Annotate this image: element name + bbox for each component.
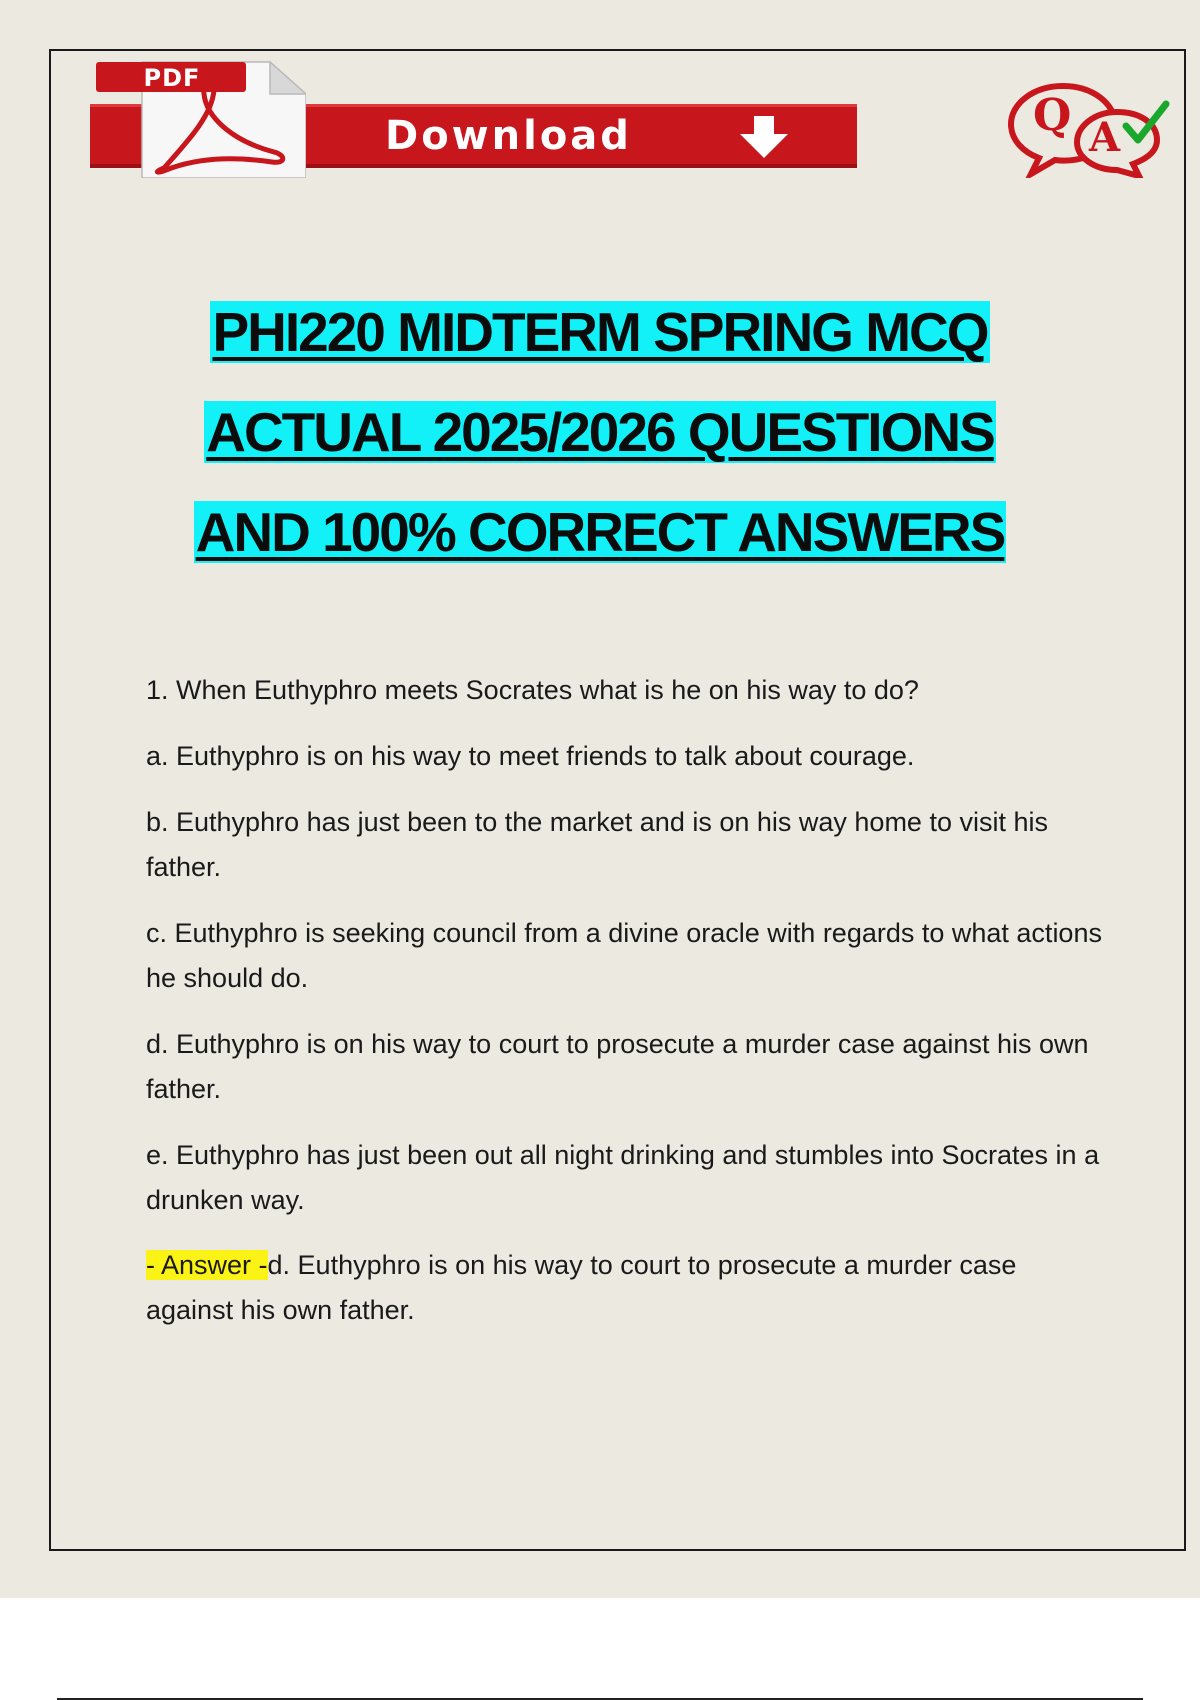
- arrow-down-icon[interactable]: [736, 114, 792, 160]
- answer-block: [146, 1243, 1106, 1333]
- pdf-tab-label: PDF: [143, 64, 201, 92]
- option-c: c. Euthyphro is seeking council from a divine oracle with regards to what actions he should do.: [146, 918, 1102, 993]
- qa-q-letter: Q: [1033, 90, 1072, 141]
- title-line-3: AND 100% CORRECT ANSWERS: [195, 501, 1005, 563]
- answer-text: d. Euthyphro is on his way to court to prosecute a murder case against his own father.: [146, 1250, 1017, 1325]
- title-line-2: ACTUAL 2025/2026 QUESTIONS: [206, 401, 994, 463]
- title-line-1: PHI220 MIDTERM SPRING MCQ: [212, 301, 988, 363]
- option-d: d. Euthyphro is on his way to court to prosecute a murder case against his own father.: [146, 1029, 1089, 1104]
- option-a: a. Euthyphro is on his way to meet friends to talk about courage.: [146, 741, 915, 771]
- answer-label: - Answer -: [146, 1250, 268, 1280]
- option-b: b. Euthyphro has just been to the market and is on his way home to visit his father.: [146, 807, 1048, 882]
- download-label[interactable]: Download: [385, 113, 632, 159]
- option-e: e. Euthyphro has just been out all night drinking and stumbles into Socrates in a drunken way.: [146, 1140, 1100, 1215]
- qa-a-letter: A: [1089, 114, 1121, 161]
- question-text: 1. When Euthyphro meets Socrates what is he on his way to do?: [146, 675, 919, 705]
- check-icon: [1122, 100, 1170, 146]
